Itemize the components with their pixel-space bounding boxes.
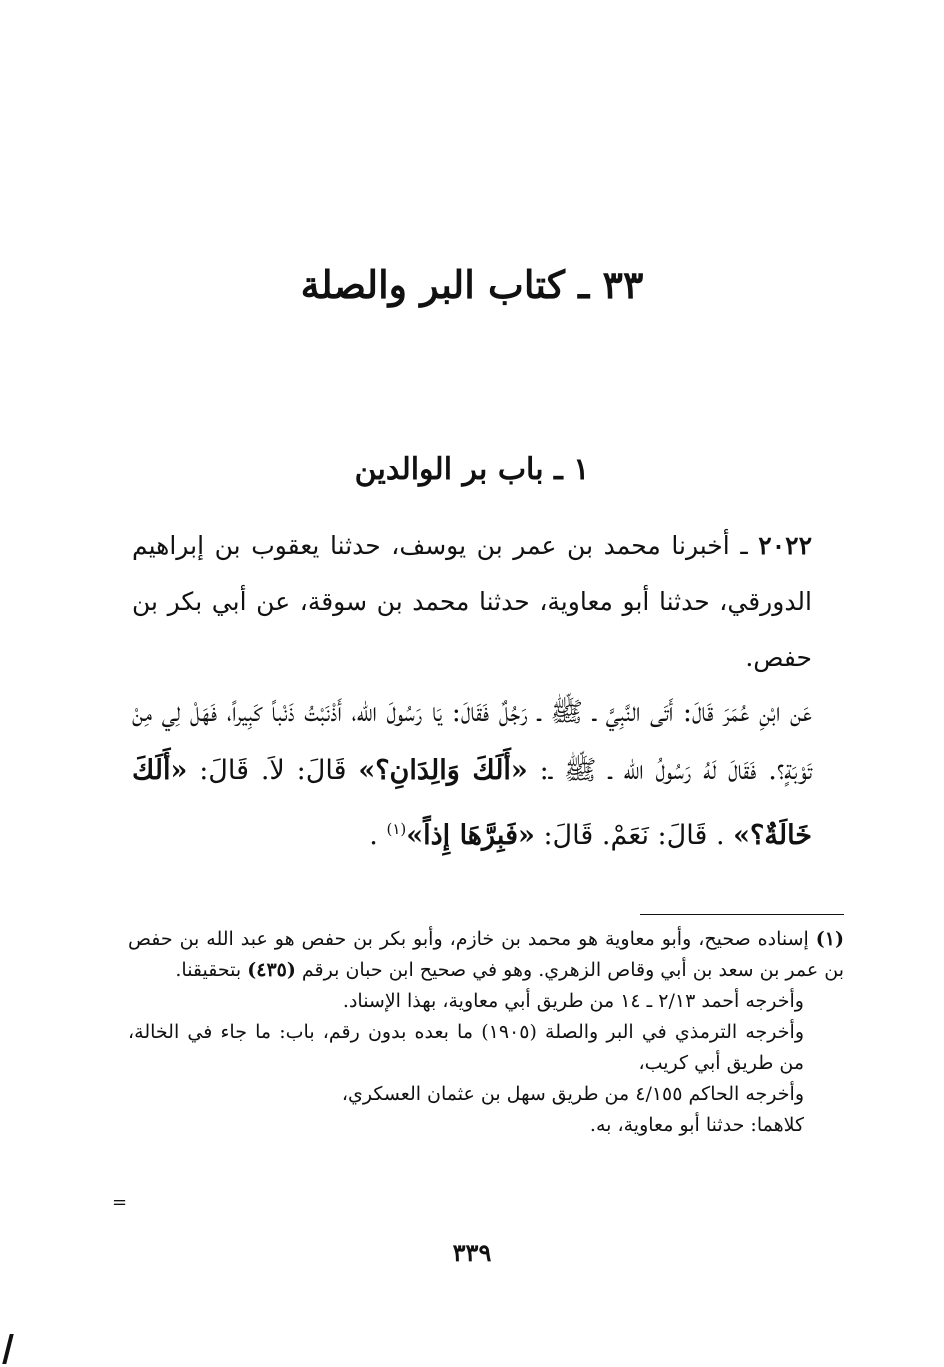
footnotes [128,924,844,1141]
hadith-isnad [132,518,812,686]
bab-title: ١ ـ باب بر الوالدين [354,452,590,487]
matn-part-3: . قَالَ: نَعَمْ. قَالَ: [543,820,725,851]
footnote-line-conclusion: كلاهما: حدثنا أبو معاوية، به. [589,1114,804,1136]
footnote-line-tirmidhi: وأخرجه الترمذي في البر والصلة (١٩٠٥) ما بعده بدون رقم، باب: ما جاء في الخالة، من طريق أبي كريب، [128,1021,804,1074]
footnote-line-hakim: وأخرجه الحاكم ٤/١٥٥ من طريق سهل بن عثمان العسكري، [341,1083,804,1105]
footnote-1-ref: (٤٣٥) [247,959,296,981]
scan-edge-mark [2,1334,13,1364]
footnote-1-text: إسناده صحيح، وأبو معاوية هو محمد بن خازم، وأبو بكر بن حفص هو عبد الله بن حفص بن عمر بن سعد بن أبي وقاص الزهري. وهو في صحيح ابن حبان برقم [128,928,844,981]
hadith-number: ٢٠٢٢ [758,531,812,560]
footnote-1-number: (١) [815,928,844,950]
matn-end: . [369,820,378,851]
kitab-title: ٣٣ ـ كتاب البر والصلة [300,262,644,307]
matn-quote-3: «فَبِرَّهَا إِذاً» [406,820,535,851]
footnote-reference: (١) [386,820,407,838]
continuation-mark: = [112,1192,128,1213]
hadith-matn [132,684,812,865]
footnote-divider [640,914,844,915]
footnote-1-tail: بتحقيقنا. [175,959,242,981]
matn-quote-1: «أَلَكَ وَالِدَانِ؟» [358,755,528,786]
footnote-1 [128,924,844,986]
matn-part-2: قَالَ: لاَ. قَالَ: [199,755,347,786]
page-number: ٣٣٩ [452,1238,492,1267]
isnad-text: ـ أخبرنا محمد بن عمر بن يوسف، حدثنا يعقوب بن إبراهيم الدورقي، حدثنا أبو معاوية، حدثنا محمد بن سوقة، عن أبي بكر بن حفص. [132,531,812,672]
matn-quote-2: «أَلَكَ خَالَةٌ؟» [132,755,812,851]
footnote-line-ahmad: وأخرجه أحمد ٢/١٣ ـ ١٤ من طريق أبي معاوية، بهذا الإسناد. [342,990,804,1012]
matn-part-1: عَن ابْنِ عُمَرَ قَالَ: أَتَى النَّبِيَّ ـ ﷺ ـ رَجُلٌ فَقَالَ: يَا رَسُولَ الله، أَذْنَبْتُ ذَنْباً كَبِيراً، فَهَلْ لِي مِنْ تَوْبَةٍ؟. فَقَالَ لَهُ رَسُولُ الله ـ ﷺ ـ: [132,697,813,786]
